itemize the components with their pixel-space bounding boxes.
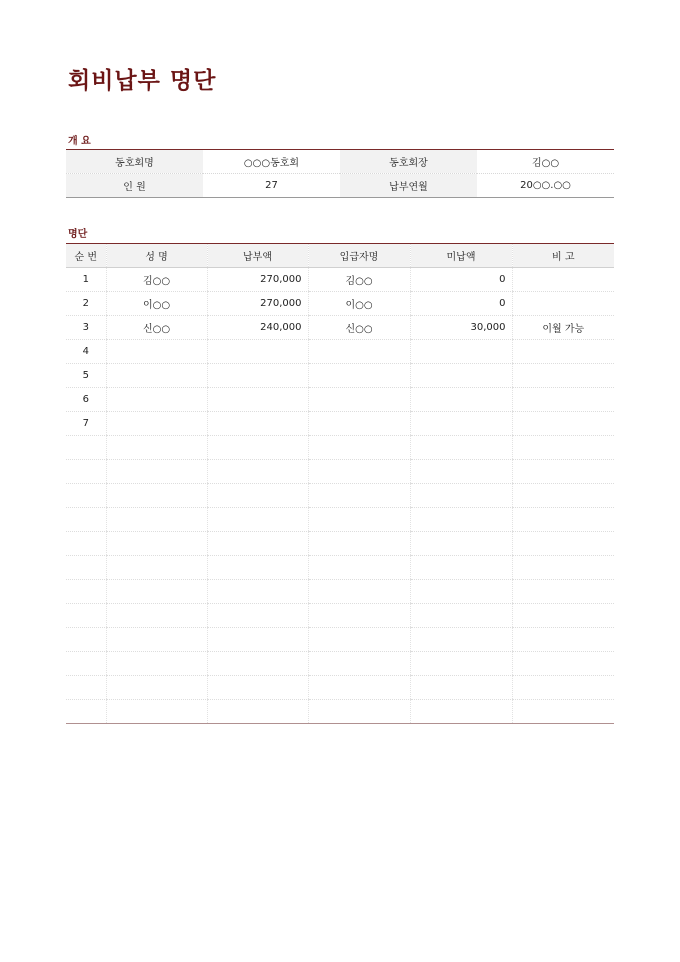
cell-remarks [512,388,614,412]
column-header-amount-paid: 납부액 [207,244,308,268]
payment-month-value: 20○○.○○ [520,180,571,191]
cell-remarks: 이월 가능 [512,316,614,340]
cell-unpaid [410,556,512,580]
cell-amount-paid [207,364,308,388]
cell-name [106,628,207,652]
cell-number [66,700,106,724]
cell-remarks [512,436,614,460]
table-row [66,652,614,676]
cell-name [106,508,207,532]
cell-number: 2 [66,292,106,316]
cell-depositor [308,556,410,580]
cell-name: 신○○ [106,316,207,340]
cell-remarks [512,412,614,436]
cell-depositor [308,388,410,412]
cell-number [66,604,106,628]
cell-amount-paid [207,412,308,436]
table-row [66,364,614,388]
cell-unpaid [410,436,512,460]
cell-unpaid [410,460,512,484]
column-header-name: 성 명 [106,244,207,268]
table-row [66,460,614,484]
cell-depositor [308,628,410,652]
cell-unpaid [410,484,512,508]
cell-amount-paid [207,604,308,628]
cell-number [66,508,106,532]
table-row [66,532,614,556]
roster-header-row [66,244,614,268]
cell-unpaid [410,412,512,436]
cell-number [66,676,106,700]
cell-amount-paid [207,556,308,580]
cell-amount-paid [207,652,308,676]
overview-row [66,174,614,198]
roster-table [66,243,614,724]
cell-amount-paid [207,676,308,700]
column-header-unpaid: 미납액 [410,244,512,268]
table-row [66,604,614,628]
table-row [66,340,614,364]
cell-depositor [308,508,410,532]
cell-name [106,460,207,484]
cell-name [106,412,207,436]
cell-number [66,628,106,652]
cell-depositor [308,460,410,484]
cell-name: 김○○ [106,268,207,292]
cell-number: 5 [66,364,106,388]
cell-amount-paid [207,484,308,508]
cell-unpaid: 0 [410,292,512,316]
cell-remarks [512,484,614,508]
cell-number: 6 [66,388,106,412]
cell-remarks [512,268,614,292]
cell-depositor [308,580,410,604]
cell-remarks [512,364,614,388]
cell-number [66,580,106,604]
cell-unpaid [410,604,512,628]
table-row [66,292,614,316]
cell-amount-paid: 270,000 [207,292,308,316]
cell-unpaid [410,628,512,652]
cell-name: 이○○ [106,292,207,316]
column-header-remarks: 비 고 [512,244,614,268]
cell-name [106,700,207,724]
table-row [66,436,614,460]
cell-remarks [512,532,614,556]
roster-body [66,268,614,724]
cell-amount-paid [207,628,308,652]
cell-depositor: 이○○ [308,292,410,316]
cell-unpaid: 30,000 [410,316,512,340]
column-header-depositor: 입급자명 [308,244,410,268]
column-header-number: 순 번 [66,244,106,268]
cell-unpaid [410,532,512,556]
cell-remarks [512,628,614,652]
cell-amount-paid [207,700,308,724]
cell-name [106,436,207,460]
cell-number: 4 [66,340,106,364]
cell-unpaid [410,580,512,604]
cell-name [106,340,207,364]
table-row [66,700,614,724]
cell-amount-paid [207,460,308,484]
cell-remarks [512,580,614,604]
table-row [66,316,614,340]
cell-amount-paid [207,508,308,532]
cell-number: 3 [66,316,106,340]
cell-depositor [308,340,410,364]
cell-unpaid [410,508,512,532]
cell-unpaid [410,388,512,412]
cell-name [106,556,207,580]
payment-month-label: 납부연월 [340,174,477,198]
roster-section-label: 명단 [68,229,88,240]
table-row [66,628,614,652]
cell-amount-paid [207,340,308,364]
cell-depositor [308,412,410,436]
overview-section-label: 개 요 [68,136,91,147]
cell-name [106,484,207,508]
club-name-label: 동호회명 [66,150,203,174]
cell-unpaid [410,700,512,724]
cell-unpaid: 0 [410,268,512,292]
overview-row [66,150,614,174]
table-row [66,268,614,292]
page-title: 회비납부 명단 [68,68,217,94]
cell-number [66,460,106,484]
table-row [66,388,614,412]
club-president-label: 동호회장 [340,150,477,174]
cell-unpaid [410,364,512,388]
cell-amount-paid: 240,000 [207,316,308,340]
cell-number [66,556,106,580]
club-name-value: ○○○동호회 [203,150,340,174]
member-count-value: 27 [265,180,278,191]
cell-remarks [512,676,614,700]
table-row [66,580,614,604]
cell-remarks [512,508,614,532]
cell-remarks [512,700,614,724]
cell-depositor: 김○○ [308,268,410,292]
cell-unpaid [410,652,512,676]
cell-depositor [308,532,410,556]
cell-remarks [512,340,614,364]
cell-number: 7 [66,412,106,436]
table-row [66,484,614,508]
cell-remarks [512,292,614,316]
cell-amount-paid [207,532,308,556]
cell-depositor: 신○○ [308,316,410,340]
cell-number [66,652,106,676]
cell-amount-paid [207,436,308,460]
cell-number [66,484,106,508]
cell-depositor [308,700,410,724]
cell-name [106,676,207,700]
cell-name [106,388,207,412]
cell-name [106,604,207,628]
cell-unpaid [410,676,512,700]
cell-name [106,532,207,556]
cell-amount-paid [207,580,308,604]
cell-depositor [308,604,410,628]
table-row [66,676,614,700]
cell-depositor [308,364,410,388]
cell-remarks [512,460,614,484]
cell-depositor [308,484,410,508]
cell-remarks [512,652,614,676]
cell-amount-paid [207,388,308,412]
member-count-label: 인 원 [66,174,203,198]
cell-depositor [308,436,410,460]
cell-remarks [512,556,614,580]
cell-depositor [308,652,410,676]
cell-name [106,580,207,604]
cell-depositor [308,676,410,700]
cell-name [106,364,207,388]
cell-number [66,532,106,556]
cell-number [66,436,106,460]
cell-name [106,652,207,676]
cell-remarks [512,604,614,628]
club-president-value: 김○○ [477,150,614,174]
cell-number: 1 [66,268,106,292]
cell-amount-paid: 270,000 [207,268,308,292]
table-row [66,556,614,580]
table-row [66,412,614,436]
cell-unpaid [410,340,512,364]
overview-table [66,149,614,198]
table-row [66,508,614,532]
